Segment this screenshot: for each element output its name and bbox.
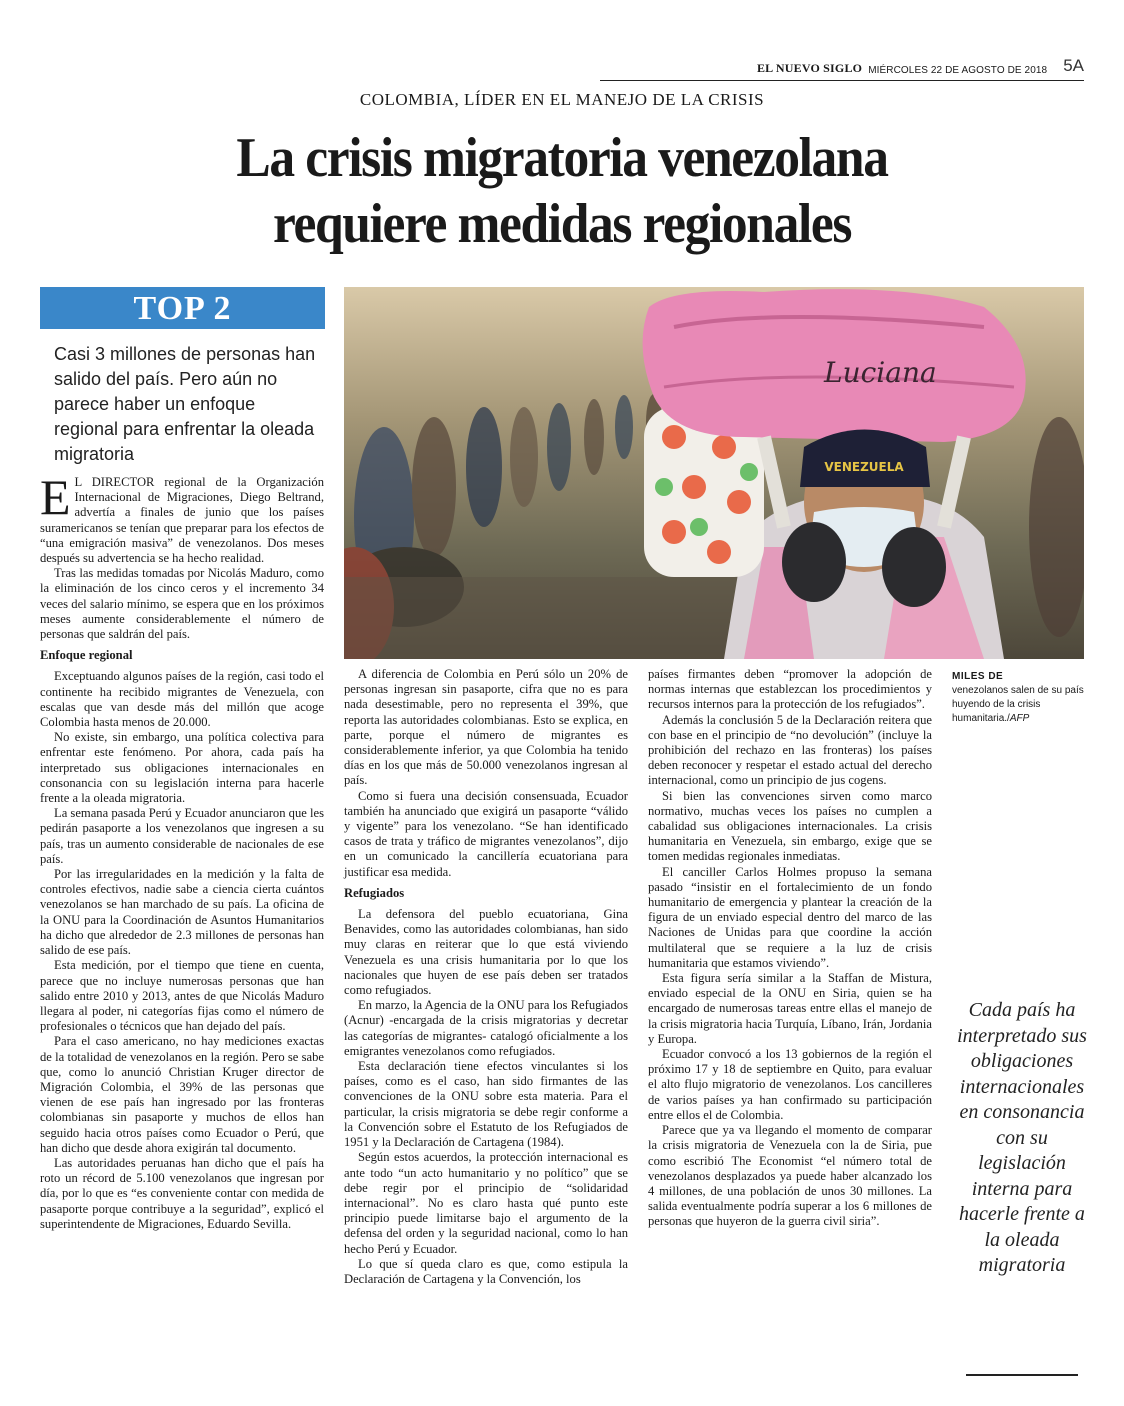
paragraph: Por las irregularidades en la medición y la falta de controles efectivos, nadie sabe a ciencia cierta cuántos venezolanos se han marchado de su país. La oficina de la ONU para la Coordinación de Asuntos Humanitarios ha dicho que alrededor de 2.3 millones de personas han salido de ese país. <box>40 867 324 958</box>
paragraph: A diferencia de Colombia en Perú sólo un 20% de personas ingresan sin pasaporte, cifra que no es para nada desestimable, pero no representa el 39%, que reporta las autoridades colombianas. Esto se explica, en parte, porque el número de migrantes es considerablemente inferior, ya que Colombia ha tenido días en los que más de 50.000 venezolanos ingresan al país. <box>344 667 628 788</box>
paragraph: Tras las medidas tomadas por Nicolás Maduro, como la eliminación de los cinco ceros y el incremento 34 veces del salario mínimo, se espera que en los próximos meses aumente considerablemente el número de personas que saldrán del país. <box>40 566 324 642</box>
caption-head: MILES DE <box>952 671 1004 682</box>
paragraph: La defensora del pueblo ecuatoriana, Gina Benavides, como las autoridades colombianas, han sido muy claras en reiterar que lo que está viviendo Venezuela es una crisis humanitaria por lo que los nacionales que huyen de ese país deben ser tratados como refugiados. <box>344 907 628 998</box>
headline <box>100 125 1024 257</box>
publication-name: EL NUEVO SIGLO <box>756 61 863 75</box>
section-badge: TOP 2 <box>40 287 325 329</box>
paragraph: Además la conclusión 5 de la Declaración reitera que con base en el principio de “no devolución” (incluye la prohibición del rechazo en las fronteras) los países deben reconocer y respetar el estado actual del derecho internacional, como un principio de jus cogens. <box>648 712 932 788</box>
paragraph: Para el caso americano, no hay mediciones exactas de la totalidad de venezolanos en la región. Pero se sabe que, como lo anunció Christian Kruger director de Migración Colombia, el 39% de las personas que vienen de ese país han ingresado por las fronteras colombianas sin pasaporte y muchos de ellos han seguido hacia otros países como Ecuador o Perú, que han dicho que desde ahora exigirán tal documento. <box>40 1034 324 1155</box>
paragraph: En marzo, la Agencia de la ONU para los Refugiados (Acnur) -encargada de la crisis migratorias y decretar las categorías de migrantes- catalogó oficialmente a los emigrantes venezolanos como refugiados. <box>344 998 628 1058</box>
pull-quote-rule <box>966 1374 1078 1376</box>
paragraph: Esta figura sería similar a la Staffan de Mistura, enviado especial de la ONU en Siria, quien se ha encargado de numerosas tareas entre ellas el manejo de la crisis migratoria hacia Turquía, Líbano, Irán, Jordania y Europa. <box>648 971 932 1046</box>
paragraph: Ecuador convocó a los 13 gobiernos de la región el próximo 17 y 18 de septiembre en Quito, para evaluar el alto flujo migratorio de venezolanos. Los cancilleres de varios países ya han confirmado su participación entre ellos el de Colombia. <box>648 1047 932 1122</box>
paragraph: Esta medición, por el tiempo que tiene en cuenta, parece que no incluye numerosas personas que han salido entre 2010 y 2013, antes de que Nicolás Maduro llegara al poder, ni categorías fijas como el número de profesionales o técnicos que han dejado del país. <box>40 958 324 1034</box>
photo-credit: AFP <box>1009 713 1030 724</box>
paragraph: El canciller Carlos Holmes propuso la semana pasado “insistir en el fortalecimiento de un fondo humanitario de emergencia y plantear la creación de la figura de un enviado especial dentro del marco de las Naciones de Unidas para que coordine la acción multilateral que se requiere a la luz de crisis humanitaria que estamos viviendo”. <box>648 864 932 970</box>
article-column-2 <box>344 667 628 1287</box>
page-header <box>600 54 1084 81</box>
dropcap: E <box>40 469 71 525</box>
backpack-label: Luciana <box>824 356 937 389</box>
paragraph: Lo que sí queda claro es que, como estipula la Declaración de Cartagena y la Convención, los <box>344 1256 628 1286</box>
headline-line-2: requiere medidas regionales <box>272 193 852 255</box>
hat-label: VENEZUELA <box>824 460 904 474</box>
subhead-refugiados: Refugiados <box>344 885 405 900</box>
paragraph: E L DIRECTOR regional de la Organización Internacional de Migraciones, Diego Beltrand, advertía a finales de junio que los países suramericanos se tenían que preparar para los efectos de “una emigración masiva” de venezolanos. Dos meses después su advertencia se ha hecho realidad. <box>40 469 324 566</box>
paragraph: No existe, sin embargo, una política colectiva para enfrentar este fenómeno. Por ahora, cada país ha interpretado sus obligaciones internacionales en consonancia con su legislación interna para hacerle frente a la oleada migratoria. <box>40 730 324 806</box>
issue-date: MIÉRCOLES 22 DE AGOSTO DE 2018 <box>868 65 1048 76</box>
kicker: COLOMBIA, LÍDER EN EL MANEJO DE LA CRISIS <box>359 90 765 109</box>
caption-text: venezolanos salen de su país huyendo de la crisis humanitaria./ <box>952 685 1084 724</box>
page-number: 5A <box>1063 56 1084 75</box>
paragraph: Esta declaración tiene efectos vinculantes si los países, como es el caso, han sido firmantes de las convenciones de la ONU sobre esta materia. Para el particular, la crisis migratoria se debe regir conforme a la Convención sobre el Estatuto de los Refugiados de 1951 y la Declaración de Cartagena (1984). <box>344 1059 628 1150</box>
paragraph: Las autoridades peruanas han dicho que el país ha roto un récord de 5.100 venezolanos que ingresan por día, por lo que es “es conveniente contar con medida de pasaporte porque contribuye a la seguridad”, explicó el superintendente de Migraciones, Eduardo Sevilla. <box>40 1155 324 1231</box>
subhead-enfoque-regional: Enfoque regional <box>40 648 133 663</box>
paragraph: Como si fuera una decisión consensuada, Ecuador también ha anunciado que exigirá un pasaporte “válido y vigente” para los venezolano. “Se han identificado casos de trata y tráfico de migrantes venezolanos”, dijo en un comunicado la cancillería ecuatoriana para justificar esa medida. <box>344 788 628 879</box>
paragraph: Exceptuando algunos países de la región, casi todo el continente ha recibido migrantes de Venezuela, con escalas que van desde más del millón que acoge Colombia hasta menos de 20.000. <box>40 669 324 730</box>
photo-caption <box>952 670 1092 726</box>
paragraph: La semana pasada Perú y Ecuador anunciaron que les pedirán pasaporte a los venezolanos que ingresen a su país, tras un aumento considerable de nacionales de ese país. <box>40 806 324 866</box>
caption-body <box>952 684 1092 726</box>
photo-migrants <box>344 287 1084 659</box>
pull-quote: Cada país ha interpretado sus obligaciones internacionales en consonancia con su legislación interna para hacerle frente a la oleada migratoria <box>957 999 1087 1276</box>
paragraph: Si bien las convenciones sirven como marco normativo, muchas veces los países no cumplen a cabalidad sus obligaciones internacionales. La crisis humanitaria en Venezuela, sin embargo, exige que se tomen medidas regionales inmediatas. <box>648 788 932 864</box>
headline-line-1: La crisis migratoria venezolana <box>236 127 888 189</box>
article-column-1 <box>40 469 324 1232</box>
article-column-3 <box>648 667 932 1230</box>
paragraph: Parece que ya va llegando el momento de comparar la crisis migratoria de Venezuela con la de Siria, pue como escribió The Economist “el número total de venezolanos desplazados ya puede haber alcanzado los 4 millones, de una población de unos 30 millones. La salida eventualmente podría superar a los 6 millones de personas que huyeron de la guerra civil siria”. <box>648 1123 932 1229</box>
paragraph: países firmantes deben “promover la adopción de normas internas que establezcan los procedimientos y recursos internos para la protección de los refugiados”. <box>648 667 932 712</box>
paragraph: Según estos acuerdos, la protección internacional es ante todo “un acto humanitario y no político” que se debe regir por el principio de “solidaridad internacional”. No es claro hasta qué punto este principio puede limitarse bajo el argumento de la defensa del orden y la seguridad nacional, como lo han hecho Perú y Ecuador. <box>344 1150 628 1256</box>
photo-illustration <box>344 287 1084 659</box>
lead-summary: Casi 3 millones de personas han salido del país. Pero aún no parece haber un enfoque regional para enfrentar la oleada migratoria <box>54 344 316 464</box>
